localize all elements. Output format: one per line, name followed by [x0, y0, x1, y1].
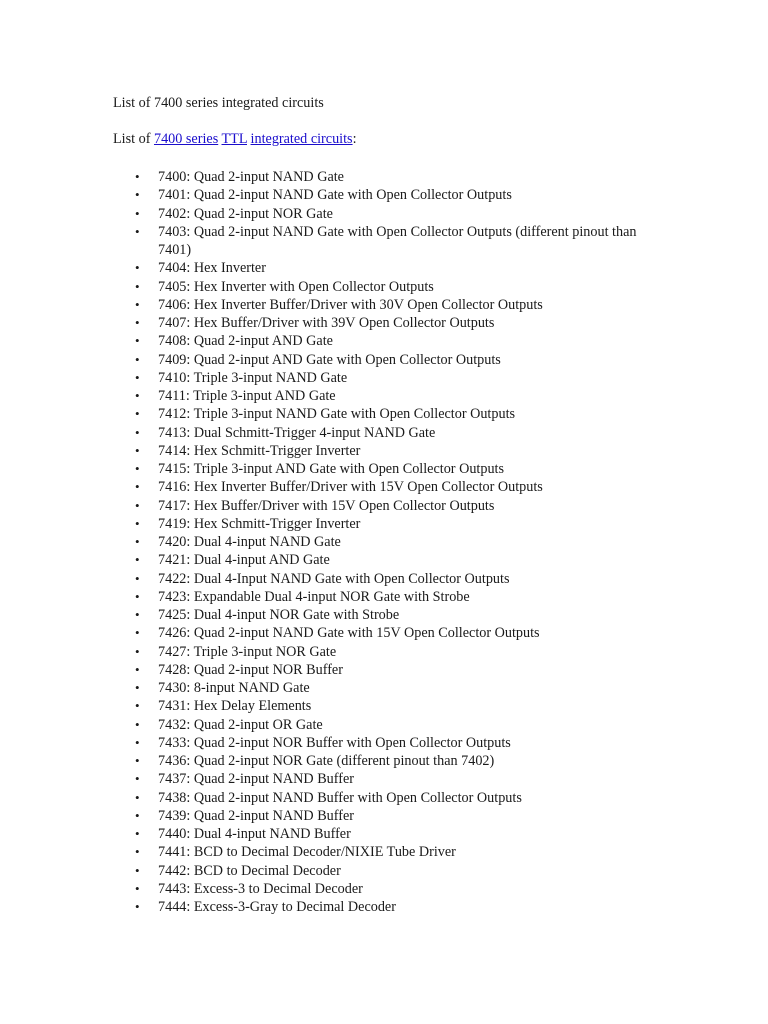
ic-list: [113, 168, 673, 916]
bullet-icon: •: [135, 771, 140, 787]
list-item-text: 7412: Triple 3-input NAND Gate with Open Collector Outputs: [158, 406, 516, 423]
list-item: [113, 478, 673, 496]
list-item: [113, 825, 673, 843]
list-item-text: 7444: Excess-3-Gray to Decimal Decoder: [158, 899, 396, 915]
intro-prefix: List of: [113, 131, 154, 147]
bullet-icon: •: [135, 899, 140, 914]
list-item: [113, 697, 673, 715]
bullet-icon: •: [135, 753, 140, 768]
bullet-icon: •: [135, 333, 140, 349]
list-item: [113, 223, 673, 260]
list-item-text: 7422: Dual 4-Input NAND Gate with Open Collector Outputs: [158, 570, 510, 587]
list-item-text: 7417: Hex Buffer/Driver with 15V Open Collector Outputs: [158, 497, 495, 514]
list-item: [113, 588, 673, 606]
list-item-text: 7443: Excess-3 to Decimal Decoder: [158, 880, 363, 897]
list-item: [113, 332, 673, 350]
bullet-icon: •: [135, 497, 140, 513]
list-item: [113, 716, 673, 734]
list-item-text: 7416: Hex Inverter Buffer/Driver with 15V Open Collector Outputs: [158, 479, 543, 496]
bullet-icon: •: [135, 169, 140, 184]
bullet-icon: •: [135, 552, 140, 568]
list-item-text: 7427: Triple 3-input NOR Gate: [158, 643, 337, 660]
bullet-icon: •: [135, 187, 140, 203]
bullet-icon: •: [135, 388, 140, 403]
list-item: [113, 789, 673, 807]
list-item: [113, 570, 673, 588]
document-page: [113, 94, 673, 916]
list-item-text: 7441: BCD to Decimal Decoder/NIXIE Tube Driver: [158, 844, 456, 861]
list-item: [113, 679, 673, 697]
list-item-text: 7415: Triple 3-input AND Gate with Open Collector Outputs: [158, 461, 504, 477]
list-item-text: 7411: Triple 3-input AND Gate: [158, 388, 336, 404]
list-item-text: 7442: BCD to Decimal Decoder: [158, 862, 341, 879]
bullet-icon: •: [135, 534, 140, 549]
bullet-icon: •: [135, 607, 140, 622]
list-item-text: 7404: Hex Inverter: [158, 260, 266, 277]
list-item: [113, 515, 673, 533]
list-item: [113, 168, 673, 186]
list-item-text: 7430: 8-input NAND Gate: [158, 680, 310, 696]
list-item-text: 7410: Triple 3-input NAND Gate: [158, 369, 348, 386]
list-item-text: 7402: Quad 2-input NOR Gate: [158, 205, 333, 222]
list-item: [113, 369, 673, 387]
bullet-icon: •: [135, 461, 140, 476]
list-item-text: 7407: Hex Buffer/Driver with 39V Open Collector Outputs: [158, 315, 495, 331]
list-item: [113, 643, 673, 661]
list-item: [113, 880, 673, 898]
bullet-icon: •: [135, 351, 140, 367]
list-item-text: 7419: Hex Schmitt-Trigger Inverter: [158, 515, 361, 532]
list-item: [113, 296, 673, 314]
list-item-text: 7436: Quad 2-input NOR Gate (different pinout than 7402): [158, 753, 495, 769]
list-item-text: 7440: Dual 4-input NAND Buffer: [158, 826, 351, 842]
list-item: [113, 770, 673, 788]
list-item: [113, 205, 673, 223]
list-item: [113, 898, 673, 916]
list-item-text: 7401: Quad 2-input NAND Gate with Open Collector Outputs: [158, 187, 512, 204]
list-item-text: 7432: Quad 2-input OR Gate: [158, 716, 323, 733]
list-item: [113, 314, 673, 332]
intro-paragraph: [113, 130, 673, 148]
bullet-icon: •: [135, 588, 140, 604]
bullet-icon: •: [135, 807, 140, 823]
bullet-icon: •: [135, 680, 140, 695]
list-item-text: 7413: Dual Schmitt-Trigger 4-input NAND Gate: [158, 424, 436, 441]
link-integrated-circuits[interactable]: integrated circuits: [250, 131, 353, 147]
bullet-icon: •: [135, 661, 140, 677]
list-item: [113, 442, 673, 460]
list-item-text: 7431: Hex Delay Elements: [158, 698, 312, 715]
bullet-icon: •: [135, 570, 140, 586]
list-item-text: 7420: Dual 4-input NAND Gate: [158, 534, 341, 550]
list-item-text: 7408: Quad 2-input AND Gate: [158, 333, 333, 350]
bullet-icon: •: [135, 625, 140, 641]
bullet-icon: •: [135, 369, 140, 385]
list-item-text: 7439: Quad 2-input NAND Buffer: [158, 807, 354, 824]
bullet-icon: •: [135, 296, 140, 312]
list-item-text: 7437: Quad 2-input NAND Buffer: [158, 771, 354, 788]
bullet-icon: •: [135, 880, 140, 896]
intro-suffix: :: [352, 131, 357, 147]
list-item-text: 7403: Quad 2-input NAND Gate with Open Collector Outputs (different pinout than 7401): [158, 223, 637, 258]
list-item: [113, 661, 673, 679]
page-title: List of 7400 series integrated circuits: [113, 95, 324, 111]
bullet-icon: •: [135, 406, 140, 422]
list-item-text: 7405: Hex Inverter with Open Collector Outputs: [158, 278, 434, 295]
bullet-icon: •: [135, 278, 140, 294]
list-item: [113, 460, 673, 478]
list-item: [113, 424, 673, 442]
list-item: [113, 807, 673, 825]
bullet-icon: •: [135, 442, 140, 458]
bullet-icon: •: [135, 844, 140, 860]
list-item-text: 7406: Hex Inverter Buffer/Driver with 30V Open Collector Outputs: [158, 296, 543, 313]
list-item: [113, 606, 673, 624]
bullet-icon: •: [135, 260, 140, 276]
list-item-text: 7414: Hex Schmitt-Trigger Inverter: [158, 442, 361, 459]
list-item: [113, 278, 673, 296]
bullet-icon: •: [135, 643, 140, 659]
list-item: [113, 387, 673, 405]
bullet-icon: •: [135, 515, 140, 531]
list-item: [113, 351, 673, 369]
list-item-text: 7438: Quad 2-input NAND Buffer with Open Collector Outputs: [158, 789, 522, 806]
bullet-icon: •: [135, 789, 140, 805]
list-item-text: 7409: Quad 2-input AND Gate with Open Collector Outputs: [158, 351, 501, 368]
list-item: [113, 405, 673, 423]
list-item: [113, 497, 673, 515]
list-item-text: 7423: Expandable Dual 4-input NOR Gate with Strobe: [158, 588, 470, 605]
list-item: [113, 624, 673, 642]
bullet-icon: •: [135, 479, 140, 495]
bullet-icon: •: [135, 424, 140, 440]
link-ttl[interactable]: TTL: [221, 131, 247, 147]
bullet-icon: •: [135, 862, 140, 878]
list-item: [113, 533, 673, 551]
list-item: [113, 186, 673, 204]
bullet-icon: •: [135, 315, 140, 330]
list-item-text: 7425: Dual 4-input NOR Gate with Strobe: [158, 607, 400, 623]
list-item: [113, 862, 673, 880]
list-item-text: 7426: Quad 2-input NAND Gate with 15V Open Collector Outputs: [158, 625, 540, 642]
bullet-icon: •: [135, 734, 140, 750]
list-item: [113, 734, 673, 752]
list-item: [113, 843, 673, 861]
bullet-icon: •: [135, 205, 140, 221]
list-item: [113, 551, 673, 569]
link-7400-series[interactable]: 7400 series: [153, 131, 219, 147]
list-item: [113, 752, 673, 770]
list-item: [113, 259, 673, 277]
list-item-text: 7400: Quad 2-input NAND Gate: [158, 169, 344, 185]
bullet-icon: •: [135, 223, 140, 239]
list-item-text: 7421: Dual 4-input AND Gate: [158, 552, 330, 569]
bullet-icon: •: [135, 698, 140, 714]
list-item-text: 7428: Quad 2-input NOR Buffer: [158, 661, 343, 678]
bullet-icon: •: [135, 826, 140, 841]
list-item-text: 7433: Quad 2-input NOR Buffer with Open Collector Outputs: [158, 734, 511, 751]
bullet-icon: •: [135, 716, 140, 732]
